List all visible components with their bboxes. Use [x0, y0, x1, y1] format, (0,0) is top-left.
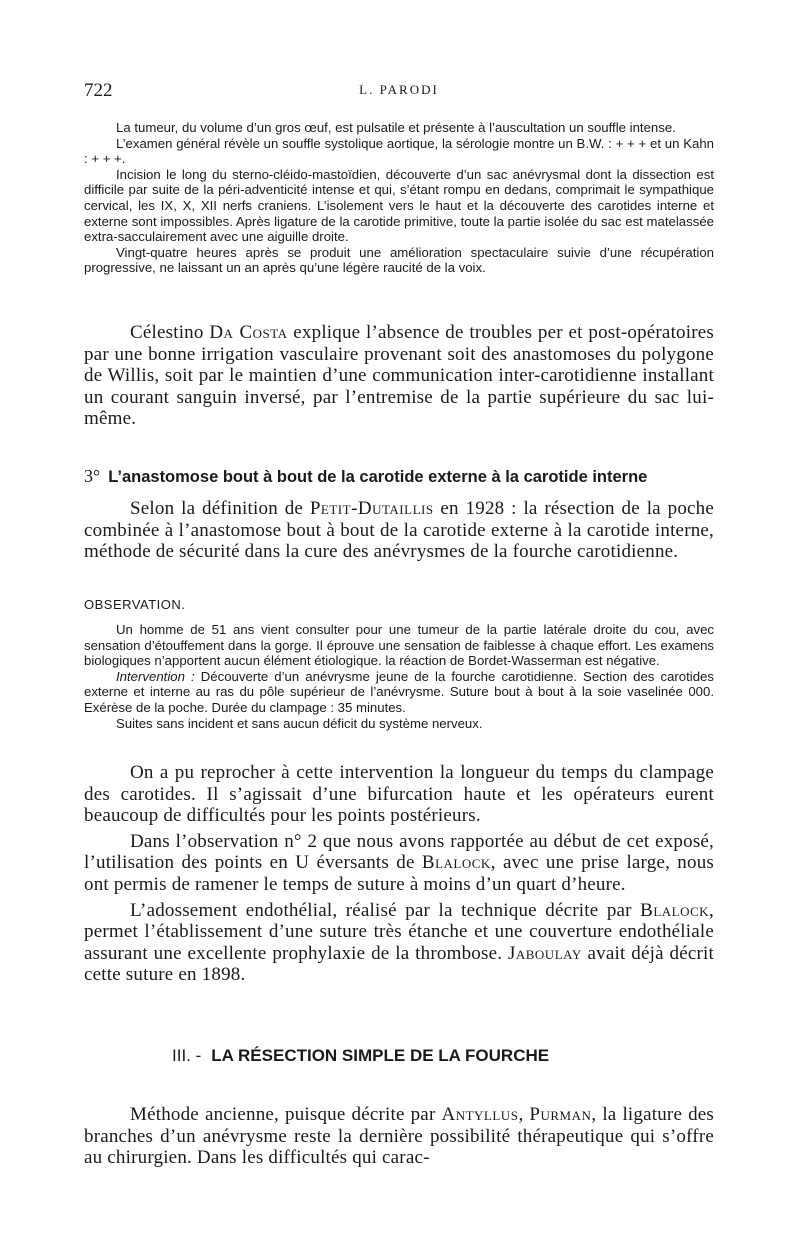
- section-heading-iii: [84, 1046, 800, 1066]
- running-head-author: L. PARODI: [359, 82, 439, 97]
- text-run: , la ligature des branches d’un anévrysme reste la dernière possibilité thérapeutique qui s’offre au chirurgien. Dans les difficultés qui carac-: [84, 1104, 715, 1169]
- author-name: Jaboulay: [507, 942, 582, 964]
- author-name: Blalock: [421, 852, 491, 874]
- author-name: Antyllus: [441, 1104, 519, 1125]
- observation-block: [84, 622, 714, 731]
- body-paragraph-obs2: [84, 831, 714, 896]
- observation-paragraph: Suites sans incident et sans aucun déficit du système nerveux.: [116, 715, 483, 731]
- case-paragraph: Vingt-quatre heures après se produit une amélioration spectaculaire suivie d’une récupération progressive, ne laissant un an après qu’une légère raucité de la voix.: [84, 244, 714, 276]
- text-run: Découverte d’un anévrysme jeune de la fourche carotidienne. Section des carotides externe et interne au ras du pôle supérieur de l’anévrysme. Suture bout à bout à la soie vaselinée 000. Exérèse de la poche. Durée du clampage : 35 minutes.: [84, 668, 714, 715]
- text-run: L’adossement endothélial, réalisé par la technique décrite par: [130, 899, 641, 921]
- body-paragraph-methode: [84, 1104, 714, 1169]
- text-run: , permet l’établissement d’une suture très étanche et une couverture endothéliale assurant une excellente prophylaxie de la thrombose.: [84, 899, 714, 964]
- text-run: en 1928 : la résection de la poche combinée à l’anastomose bout à bout de la carotide externe à la carotide interne, méthode de sécurité dans la cure des anévrysmes de la fourche carotidienne.: [84, 498, 714, 563]
- page-header: [84, 80, 714, 104]
- text-run: Selon la définition de: [130, 498, 310, 519]
- body-paragraph-adossement: [84, 900, 714, 986]
- author-name: Purman: [529, 1104, 592, 1125]
- body-paragraphs-lower: [84, 762, 714, 986]
- body-paragraph-dacosta: [84, 322, 714, 430]
- section-number: 3°: [84, 466, 101, 486]
- text-run: Célestino: [130, 322, 210, 343]
- author-name: Petit-Dutaillis: [309, 498, 434, 519]
- section-title: L’anastomose bout à bout de la carotide externe à la carotide interne: [108, 468, 648, 486]
- section-heading-3: [84, 466, 714, 487]
- text-run: avait déjà décrit cette suture en 1898.: [84, 942, 715, 986]
- author-name: Blalock: [640, 899, 710, 921]
- text-run: explique l’absence de troubles per et post-opératoires par une bonne irrigation vasculaire provenant soit des anastomoses du polygone de Willis, soit par le maintien d’une communication inter-carotidienne installant un courant sanguin inversé, par l’entremise de la partie supérieure du sac lui-même.: [84, 322, 714, 430]
- text-run: ,: [518, 1104, 530, 1125]
- case-paragraph: L’examen général révèle un souffle systolique aortique, la sérologie montre un B.W. : + + + et un Kahn : + + +.: [84, 135, 714, 167]
- author-name: Da Costa: [209, 322, 288, 343]
- intervention-label: Intervention :: [116, 668, 195, 684]
- section-title: LA RÉSECTION SIMPLE DE LA FOURCHE: [211, 1046, 550, 1065]
- observation-paragraph: [84, 669, 714, 716]
- text-run: Méthode ancienne, puisque décrite par: [130, 1104, 442, 1125]
- case-paragraph: La tumeur, du volume d’un gros œuf, est pulsatile et présente à l’auscultation un souffle intense.: [116, 120, 676, 135]
- text-run: Dans l’observation n° 2 que nous avons rapportée au début de cet exposé, l’utilisation des points en U éversants de: [84, 830, 714, 874]
- body-paragraph-petit: [84, 498, 714, 563]
- section-number: III. -: [172, 1046, 202, 1065]
- page-number: 722: [84, 80, 113, 101]
- text-run: , avec une prise large, nous ont permis de ramener le temps de suture à moins d’un quart d’heure.: [84, 852, 715, 895]
- observation-paragraph: Un homme de 51 ans vient consulter pour une tumeur de la partie latérale droite du cou, avec sensation d’étouffement dans la gorge. Il éprouve une sensation de faiblesse à chaque effort. Les examens biologiques n’apportent aucun élément étiologique. la réaction de Bordet-Wasserman est négative.: [84, 622, 714, 669]
- case-paragraph: Incision le long du sterno-cléido-mastoïdien, découverte d’un sac anévrysmal dont la dissection est difficile par suite de la péri-adventicité intense et qui, s’étant rompu en dedans, comprimait le sympathique cervical, les IX, X, XII nerfs craniens. L’isolement vers le haut et la découverte des carotides interne et externe sont impossibles. Après ligature de la carotide primitive, toute la partie isolée du sac est matelassée extra-sacculairement avec une aiguille droite.: [84, 166, 714, 245]
- observation-heading: OBSERVATION.: [84, 597, 186, 612]
- body-paragraph-reproche: On a pu reprocher à cette intervention la longueur du temps du clampage des carotides. Il s’agissait d’une bifurcation haute et les opérateurs eurent beaucoup de difficultés pour les points postérieurs.: [84, 762, 714, 827]
- observation-label: [84, 596, 714, 614]
- case-report-top: [84, 120, 714, 276]
